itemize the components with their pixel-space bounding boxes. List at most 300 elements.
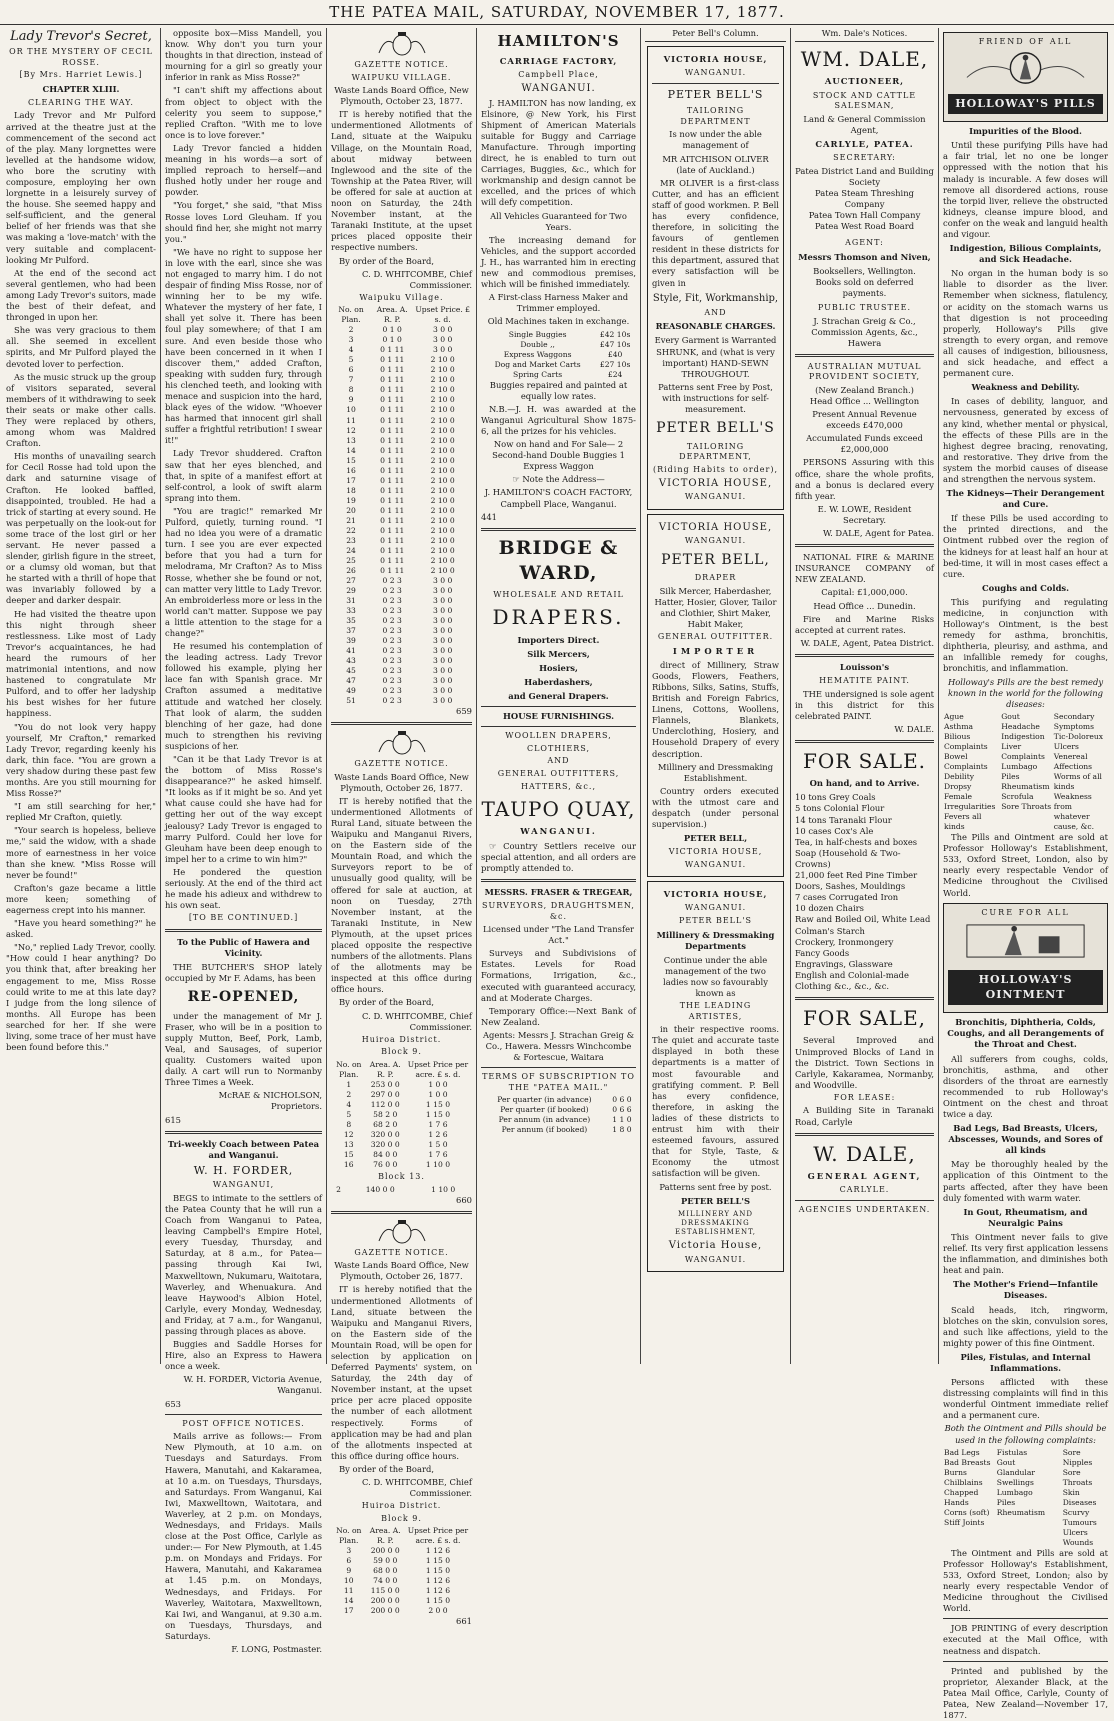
dale-niven: Messrs Thomson and Niven, <box>798 251 931 262</box>
amp-text: PERSONS Assuring with this office, share the whole profits, and a bonus is declared every fifth year. <box>795 457 934 501</box>
nf-text: Fire and Marine Risks accepted at current rates. <box>795 613 934 635</box>
final-agencies: AGENCIES UNDERTAKEN. <box>798 1204 931 1214</box>
table-cell: Double ,, <box>520 339 555 349</box>
table-cell: 4 <box>348 345 354 355</box>
table-cell: 1 <box>346 1079 352 1089</box>
table-cell: 2 10 0 <box>430 355 455 365</box>
table-cell: 140 0 0 <box>365 1184 395 1194</box>
victoria-house-tailoring-ad <box>647 46 784 510</box>
table-row <box>331 486 472 496</box>
serial-paragraph: "You do not look very happy yourself, Mr Crafton," remarked Lady Trevor, regarding keenly his dark, thin face. "You are grown a very shadow during these past few months. Are you still mourning for Miss Rosse?" <box>6 721 156 799</box>
gazette-3-table <box>331 1526 472 1616</box>
table-row <box>331 426 472 436</box>
price-row <box>481 330 636 340</box>
hamilton-award: N.B.—J. H. was awarded at the Wanganui Agricultural Show 1875-6, all the prizes for his vehicles. <box>481 403 636 436</box>
remedy-table <box>943 712 1108 832</box>
price-row <box>481 360 636 370</box>
sale-subtitle: On hand, and to Arrive. <box>809 778 920 789</box>
sale-2-title: FOR SALE, <box>802 1006 927 1031</box>
table-cell: 0 6 6 <box>612 1105 632 1115</box>
gazette-1-order: By order of the Board, <box>339 255 434 266</box>
victoria-house-draper-ad <box>647 514 784 877</box>
table-cell: 21 <box>346 515 356 525</box>
imprint: Printed and published by the proprietor, Alexander Black, at the Patea Mail Office, Carlyle, County of Patea, New Zealand—November 17, 1877. <box>943 1665 1108 1721</box>
table-header-cell: Upset Price per acre. £ s. d. <box>407 1526 469 1546</box>
table-row <box>331 1546 472 1556</box>
bridge-ward-subtitle: WHOLESALE AND RETAIL <box>493 589 624 599</box>
sale-item: Crockery, Ironmongery <box>795 936 894 947</box>
vh2-title: VICTORIA HOUSE, <box>658 521 773 533</box>
table-cell: 0 1 11 <box>380 485 405 495</box>
sale-2-text: Several Improved and Unimproved Blocks of Land in the District. Town Sections in Carlyle, Kakaramea, Normanby, and Woodville. <box>795 1035 934 1090</box>
terms-row <box>481 1105 636 1115</box>
table-cell: 84 0 0 <box>373 1149 398 1159</box>
bridge-ward-line-1: Importers Direct. <box>517 634 600 645</box>
table-row <box>331 1576 472 1586</box>
kidneys-text: If these Pills be used according to the printed directions, and the Ointment rubbed over the region of the kidneys for at least half an hour at bed-time, it will in most cases effect a cure. <box>943 513 1108 579</box>
peter-bell-header: Peter Bell's Column. <box>645 28 786 42</box>
serial-paragraph: Lady Trevor fancied a hidden meaning in his words—a sort of implied reproach to herself—and flushed hotly under her rouge and powder. <box>165 142 322 198</box>
list-item: Headache <box>1001 721 1040 731</box>
bridge-ward-quay: TAUPO QUAY, <box>481 797 636 822</box>
wm-dale-header: Wm. Dale's Notices. <box>795 28 934 42</box>
table-row <box>331 405 472 415</box>
table-cell: 5 <box>346 1109 352 1119</box>
table-cell: 0 2 3 <box>382 635 402 645</box>
coach-text-2: Buggies and Saddle Horses for Hire, also an Express to Hawera once a week. <box>165 1339 322 1372</box>
table-row <box>331 1130 472 1140</box>
louisson-title: Louisson's <box>839 661 890 672</box>
table-header-row <box>331 1526 472 1546</box>
table-cell: Per quarter (if booked) <box>500 1105 589 1115</box>
list-item: Sore Throats <box>1062 1467 1093 1487</box>
table-row <box>331 696 472 706</box>
vh2-town: WANGANUI. <box>684 536 747 546</box>
dale-society-2: Patea Steam Threshing Company <box>815 187 914 209</box>
price-row <box>481 370 636 380</box>
dale-society-1: Patea District Land and Building Society <box>795 165 934 187</box>
table-cell: 51 <box>346 695 356 705</box>
table-row <box>331 626 472 636</box>
table-row <box>331 526 472 536</box>
serial-paragraph: "You forget," she said, "that Miss Rosse loves Lord Gleuham. If you should find her, she might not marry you." <box>165 200 322 244</box>
vh1-dept-2: TAILORING DEPARTMENT, <box>679 441 752 462</box>
indigestion-text: No organ in the human body is so liable to disorder as the liver. Remember when sickness, flatulency, or acidity on the stomach warns us that digestion is not proceeding properly, Holloway's Pills give strength to every organ, and remove all causes of indigestion, biliousness, and sick headache, and effect a permanent cure. <box>943 268 1108 379</box>
table-cell: 20 <box>346 505 356 515</box>
table-header-row <box>331 305 472 325</box>
table-cell: 0 2 3 <box>382 665 402 675</box>
table-cell: 0 1 11 <box>380 465 405 475</box>
table-row <box>331 556 472 566</box>
column-gazette <box>326 28 476 1627</box>
table-cell: 17 <box>346 475 356 485</box>
table-cell: 2 10 0 <box>430 365 455 375</box>
vh3-artistes: THE LEADING ARTISTES, <box>679 1001 752 1021</box>
serial-paragraph: He resumed his contemplation of the leading actress. Lady Trevor followed his example, plying her lace fan with Spanish grace. Mr Crafton assumed a meditative attitude and watched her closely. That look of alarm, the sudden blenching of her gaze, had done much to strengthen his reviving suspicions of her. <box>165 641 322 751</box>
hamilton-subtitle: CARRIAGE FACTORY, <box>499 55 618 66</box>
sale-item: 7 cases Corrugated Iron <box>795 892 899 903</box>
list-item: Asthma <box>944 721 974 731</box>
gazette-1-subtitle: WAIPUKU VILLAGE. <box>351 72 452 82</box>
gazette-3-office: Waste Lands Board Office, New Plymouth, October 26, 1877. <box>334 1260 469 1282</box>
table-cell: 3 <box>348 335 354 345</box>
ointment-badge: CURE FOR ALL <box>981 907 1070 917</box>
kidneys-heading: The Kidneys—Their Derangement and Cure. <box>946 488 1105 510</box>
table-row <box>331 325 472 335</box>
dale-agent: AGENT: <box>845 238 884 248</box>
coach-place: WANGANUI, <box>212 1180 275 1190</box>
to-be-continued: [TO BE CONTINUED.] <box>188 913 299 923</box>
table-cell: 0 1 11 <box>380 555 405 565</box>
dale-books: Books sold on deferred payments. <box>815 276 914 298</box>
table-cell: 74 0 0 <box>373 1576 398 1586</box>
table-cell: 76 0 0 <box>373 1160 398 1169</box>
impurities-text: Until these purifying Pills have had a fair trial, let no one be longer oppressed with the notion that his malady is incurable. A few doses will remove all disordered actions, rouse the torpid liver, relieve the obstructed kidneys, cleanse impure blood, and confer on the weak and languid health and vigour. <box>943 140 1108 239</box>
terms-table <box>481 1095 636 1135</box>
table-row <box>331 1160 472 1170</box>
dale-stock: STOCK AND CATTLE SALESMAN, <box>812 90 917 111</box>
table-cell: 0 1 11 <box>380 455 405 465</box>
amp-title: AUSTRALIAN MUTUAL PROVIDENT SOCIETY, <box>807 361 922 382</box>
table-cell: £27 10s <box>599 359 631 369</box>
table-cell: 6 <box>346 1556 352 1566</box>
table-cell: 26 <box>346 565 356 575</box>
hamilton-text: J. HAMILTON has now landing, ex Elsinore, @ New York, his First Shipment of American Materials suitable for Buggy and Carriage Manufacture. Through importing direct, he is enabled to turn out Carriages, Buggies, &c., which for workmanship and design cannot be excelled, and the prices of which will defy competition. <box>481 97 636 208</box>
terms-row <box>481 1095 636 1105</box>
table-cell: 320 0 0 <box>370 1139 400 1149</box>
table-cell: 1 15 0 <box>425 1109 451 1119</box>
table-cell: 27 <box>346 575 356 585</box>
table-cell: 2 10 0 <box>430 555 455 565</box>
sale-item: 10 cases Cox's Ale <box>795 825 874 836</box>
table-cell: 2 10 0 <box>430 425 455 435</box>
reopened-banner: RE-OPENED, <box>187 989 300 1006</box>
list-item: Weakness from whatever cause, &c. <box>1053 791 1095 832</box>
table-cell: 0 1 11 <box>380 505 405 515</box>
table-cell: 68 0 0 <box>373 1566 398 1576</box>
holloway-ointment-banner <box>943 903 1108 1014</box>
table-cell: 0 2 3 <box>382 655 402 665</box>
list-item: Ulcers <box>1062 1527 1088 1537</box>
sale-list <box>795 792 934 992</box>
serial-paragraph: His months of unavailing search for Cecil Rosse had told upon the dark and saturnine visage of Crafton. He looked baffled, disappointed, troubled. He had a trick of starting at every sound. He was perpetually on the look-out for some trace of the lost girl or her servant. He never passed a slender, girlish figure in the street, or a clumsy old woman, but that he started with a thrill of hope that was invariably followed by a deeper and darker despair. <box>6 451 156 606</box>
remedy-note: Holloway's Pills are the best remedy known in the world for the following diseases: <box>947 676 1104 709</box>
table-cell: 0 1 11 <box>380 515 405 525</box>
vh3-text-2: in their respective rooms. The quiet and accurate taste displayed in both these departments is a matter of most favourable and gratifying comment. P. Bell has every confidence, therefore, in asking the ladies of these districts to entrust him with their esteemed favours, assured that for Style, Taste, & Economy the utmost satisfaction will be given. <box>652 1024 779 1179</box>
dale-trustee: PUBLIC TRUSTEE. <box>817 302 912 312</box>
table-cell: 0 1 11 <box>380 395 405 405</box>
sale-item: Fancy Goods <box>795 947 850 958</box>
table-cell: 2 0 0 <box>428 1606 448 1616</box>
bridge-ward-line-2: Silk Mercers, <box>527 648 590 659</box>
table-cell: 2 10 0 <box>430 505 455 515</box>
table-cell: 0 1 11 <box>380 345 405 355</box>
gazette-2-block: Block 9. <box>381 1047 422 1057</box>
table-header-row <box>331 1060 472 1080</box>
dale-greig: J. Strachan Greig & Co., Commission Agents, &c., Hawera <box>811 315 918 348</box>
list-item: Ague <box>944 711 964 721</box>
table-cell: 3 0 0 <box>433 675 453 685</box>
table-cell: 0 6 0 <box>612 1095 632 1105</box>
vh1-manager: MR AITCHISON OLIVER (late of Auckland.) <box>662 153 769 175</box>
hamilton-ad-number: 441 <box>481 511 497 522</box>
serial-paragraph: "Your search is hopeless, believe me," said the widow, with a shade more of earnestness in her voice than she knew. "Miss Rosse will never be found!" <box>6 825 156 880</box>
table-row <box>943 712 1108 832</box>
hamilton-guarantee: All Vehicles Guaranteed for Two Years. <box>490 210 627 232</box>
gazette-3-title: GAZETTE NOTICE. <box>354 1247 449 1257</box>
table-row <box>331 536 472 546</box>
vh1-patterns: Patterns sent Free by Post, with instructions for self-measurement. <box>658 381 773 415</box>
table-cell: 2 <box>346 1089 352 1099</box>
list-item: Bilious Complaints <box>944 731 988 751</box>
column-peter-bell <box>640 28 790 1364</box>
both-table <box>943 1448 1108 1548</box>
gazette-1-text: IT is hereby notified that the undermentioned Allotments of Land, situate at the Waipuku Village, on the Mountain Road, about midway between Inglewood and the site of the Township at the Patea River, will be offered for sale at auction at noon on Saturday, the 24th November instant, at the Taranaki Institute, at the upset prices placed opposite their respective numbers. <box>331 109 472 253</box>
serial-paragraph: "You are tragic!" remarked Mr Pulford, quietly, turning round. "I had no idea you were of a dramatic turn. I see you are ever expected before that you had a turn for melodrama, Mr Crafton? As to Miss Rosse, whether she be found or not, can matter very little to Lady Trevor. An embroiderless more or less in the world can't matter. Suppose we pay a little attention to the stage for a change?" <box>165 505 322 638</box>
list-item: Scurvy <box>1062 1507 1090 1517</box>
table-row <box>331 1586 472 1596</box>
louisson-signature: W. DALE. <box>894 723 934 734</box>
weakness-text: In cases of debility, languor, and nervousness, generated by excess of any kind, whether mental or physical, the effects of these Pills are in the highest degree bracing, renovating, and restorative. They drive from the system the morbid causes of disease and strengthen the nervous system. <box>943 396 1108 484</box>
butcher-ad-number: 615 <box>165 1114 181 1125</box>
pills-note: The Pills and Ointment are sold at Professor Holloway's Establishment, 533, Oxford Street, London, also by nearly every respectable Vendor of Medicine throughout the Civilised World. <box>943 832 1108 898</box>
table-cell: 24 <box>346 545 356 555</box>
table-row <box>331 1100 472 1110</box>
final-role: GENERAL AGENT, <box>807 1171 922 1182</box>
column-holloway <box>938 28 1112 1721</box>
column-hamilton-bridge-ward <box>476 28 640 1364</box>
amp-signature: E. W. LOWE, Resident Secretary. <box>817 503 912 525</box>
serial-paragraph: "Have you heard something?" he asked. <box>6 918 156 940</box>
table-cell: 0 1 11 <box>380 365 405 375</box>
table-cell: 3 0 0 <box>433 685 453 695</box>
table-cell: 23 <box>346 535 356 545</box>
table-cell <box>1053 712 1108 832</box>
table-cell: 3 0 0 <box>433 635 453 645</box>
table-cell: 2 <box>336 1184 341 1194</box>
gazette-2-table-2 <box>331 1185 472 1195</box>
serial-paragraph: He pondered the question seriously. At the end of the third act he made his adieux and withdrew to his own seat. <box>165 866 322 911</box>
list-item: Piles <box>996 1497 1016 1507</box>
table-row <box>331 1140 472 1150</box>
amp-office: Head Office ... Wellington <box>809 396 920 406</box>
fraser-subtitle: SURVEYORS, DRAUGHTSMEN, &c. <box>482 900 635 921</box>
table-cell: 9 <box>348 395 354 405</box>
hamilton-title: HAMILTON'S <box>497 32 620 50</box>
table-cell: 0 2 3 <box>382 645 402 655</box>
coughs-text: This purifying and regulating medicine, in conjunction with Holloway's Ointment, is the best remedy for asthma, bronchitis, diphtheria, pleurisy, and asthma, and an infallible remedy for coughs, bronchitis, and inflammation. <box>943 596 1108 674</box>
list-item: Chapped Hands <box>944 1487 979 1507</box>
table-row <box>331 1596 472 1606</box>
table-cell: 2 10 0 <box>430 455 455 465</box>
column-serial <box>2 28 160 1364</box>
gazette-2-ad-number: 660 <box>456 1194 472 1205</box>
table-cell: Express Waggons <box>503 349 572 359</box>
table-cell: 10 <box>343 1576 354 1586</box>
table-cell: 43 <box>346 655 356 665</box>
gazette-2-text: IT is hereby notified that the undermentioned Allotments of Rural Land, situate between the Waipuku and Manganui Rivers, on the Eastern side of the Mountain Road, and which the Surveyors report to be of unusually good quality, will be offered for sale at auction, at noon on Tuesday, 27th November instant, at the Taranaki Institute, in New Plymouth, at the upset prices placed opposite the respective numbers of the allotments. Plans of the allotments may be inspected at this office during office hours. <box>331 795 472 995</box>
table-row <box>331 385 472 395</box>
table-cell: 0 2 3 <box>382 575 402 585</box>
bridge-ward-drapers: DRAPERS. <box>492 605 625 630</box>
table-cell: 0 1 11 <box>380 415 405 425</box>
table-cell: 1 5 0 <box>428 1139 448 1149</box>
table-cell: 8 <box>348 385 354 395</box>
royal-crest-icon <box>375 1219 429 1245</box>
table-cell: 1 1 0 <box>612 1115 632 1125</box>
list-item: Wounds <box>1062 1537 1094 1547</box>
dale-society-4: Patea West Road Board <box>814 220 915 231</box>
table-header-cell: No. on Plan. <box>336 1059 362 1079</box>
table-cell: 2 10 0 <box>430 395 455 405</box>
list-item: Lumbago <box>996 1487 1033 1497</box>
table-cell: 3 0 0 <box>433 665 453 675</box>
hamilton-price-list <box>481 330 636 380</box>
vh1-text-3: Every Garment is Warranted SHRUNK, and (what is very important) HAND-SEWN THROUGHOUT. <box>654 335 777 379</box>
serial-paragraph: "I am still searching for her," replied Mr Crafton, quietly. <box>6 801 156 823</box>
table-cell: 15 <box>346 455 356 465</box>
list-item: Tic-Doloreux <box>1053 731 1104 741</box>
gazette-1-office: Waste Lands Board Office, New Plymouth, October 23, 1877. <box>334 85 469 107</box>
vh2-text-2: direct of Millinery, Straw Goods, Flowers, Feathers, Ribbons, Silks, Satins, Stuffs, British and Foreign Fabrics, Linens, Cottons, Woollens, Flannels, Blankets, Underclothing, Hosiery, and Household Drapery of every description. <box>652 659 779 759</box>
table-cell: £47 10s <box>599 339 631 349</box>
table-cell: 25 <box>346 555 356 565</box>
table-row <box>331 1110 472 1120</box>
vh1-text-2: MR OLIVER is a first-class Cutter, and has an efficient staff of good workmen. P. Bell has every confidence, therefore, in soliciting the favours of gentlemen resident in these districts for this department, assured that every satisfaction will be given in <box>652 177 779 288</box>
table-cell: 1 0 0 <box>428 1079 448 1089</box>
table-cell: 1 10 0 <box>425 1160 451 1169</box>
vh3-patterns: Patterns sent free by post. <box>659 1181 772 1192</box>
holloway-pills-banner <box>943 32 1108 122</box>
list-item: Rheumatism <box>1001 781 1050 791</box>
serial-paragraph: As the music struck up the group of visitors separated, several members of it withdrawing to seek their seats or make other calls. They were replaced by others, among whom was Maldred Crafton. <box>6 371 156 449</box>
list-item: Chilblains <box>944 1477 983 1487</box>
table-cell: 2 10 0 <box>430 525 455 535</box>
table-row <box>331 466 472 476</box>
table-cell: 12 <box>343 1129 354 1139</box>
table-cell: 14 <box>346 445 356 455</box>
table-cell: 18 <box>346 485 356 495</box>
amp-agent: W. DALE, Agent for Patea. <box>822 528 934 539</box>
list-item: Gout <box>1001 711 1020 721</box>
table-row <box>331 636 472 646</box>
lease-text: A Building Site in Taranaki Road, Carlyle <box>795 1105 934 1127</box>
list-item: Dropsy <box>944 781 972 791</box>
bridge-ward-line-9: GENERAL OUTFITTERS, <box>497 769 620 778</box>
table-row <box>331 395 472 405</box>
table-cell: 2 <box>348 325 354 335</box>
table-cell: 1 12 6 <box>425 1576 451 1586</box>
table-row <box>331 1150 472 1160</box>
table-cell: 3 0 0 <box>433 575 453 585</box>
table-row <box>331 496 472 506</box>
table-cell: 0 1 11 <box>380 425 405 435</box>
gout-heading: In Gout, Rheumatism, and Neuralgic Pains <box>963 1206 1088 1228</box>
coach-heading: Tri-weekly Coach between Patea and Wanganui. <box>167 1138 320 1160</box>
royal-crest-icon <box>375 31 429 57</box>
dale-land: Land & General Commission Agent, <box>803 113 926 135</box>
list-item: Stiff Joints <box>944 1517 985 1527</box>
vh3-title: VICTORIA HOUSE, <box>663 889 768 900</box>
table-cell: 4 <box>346 1099 352 1109</box>
hamilton-address-note: ☞ Note the Address— <box>512 474 605 485</box>
dale-niven-2: Booksellers, Wellington. <box>813 265 916 276</box>
fraser-office: Temporary Office:—Next Bank of New Zealand. <box>481 1005 636 1027</box>
list-item: Ulcers <box>1053 741 1079 751</box>
weakness-heading: Weakness and Debility. <box>971 382 1080 393</box>
table-cell: 22 <box>346 525 356 535</box>
sale-item: Tea, in half-chests and boxes <box>795 836 918 847</box>
table-cell: 1 7 6 <box>428 1119 448 1129</box>
table-cell: 2 10 0 <box>430 495 455 505</box>
table-cell: 112 0 0 <box>370 1099 400 1109</box>
column-wm-dale <box>790 28 938 1364</box>
vh2-importer: IMPORTER <box>672 645 759 656</box>
vh2-role: DRAPER <box>694 573 737 583</box>
vh1-and: AND <box>704 307 727 317</box>
list-item: Sore Throats <box>1001 801 1052 811</box>
serial-paragraph: "We have no right to suppose her in love with the earl, since she was not engaged to marry him. I do not despair of finding Miss Rosse, nor of winning her to be my wife. Whatever the mystery of her fate, I shall yet solve it. There has been foul play somewhere; of that I am sure. And even beside those who have been concerned in it when I discover them," added Crafton, speaking with sudden fury, through his clenched teeth, and looking with menace and suspicion into the hard, black eyes of the widow. "Whoever has harmed that innocent girl shall suffer a frightful retribution! I swear it!" <box>165 246 322 446</box>
sale-item: 14 tons Taranaki Flour <box>795 814 892 825</box>
vh1-name: PETER BELL'S <box>667 87 764 101</box>
table-row <box>331 616 472 626</box>
table-cell: 19 <box>346 495 356 505</box>
list-item: Tumours <box>1062 1517 1097 1527</box>
table-row <box>331 375 472 385</box>
table-cell: 2 10 0 <box>430 545 455 555</box>
table-row <box>331 676 472 686</box>
list-item: Bad Breasts <box>944 1457 991 1467</box>
fraser-licence: Licensed under "The Land Transfer Act." <box>482 924 635 946</box>
list-item: Rheumatism <box>996 1507 1046 1517</box>
table-cell: 2 10 0 <box>430 535 455 545</box>
vh1-riding: (Riding Habits to order), <box>652 464 779 474</box>
gazette-3-signature: C. D. WHITCOMBE, Chief Commissioner. <box>362 1477 472 1499</box>
gazette-1-table <box>331 305 472 706</box>
sale-item: 10 tons Grey Coals <box>795 792 876 803</box>
sale-item: 5 tons Colonial Flour <box>795 803 885 814</box>
table-row <box>331 1566 472 1576</box>
butcher-text-2: under the management of Mr J. Fraser, who will be in a position to supply Mutton, Beef, Pork, Lamb, Veal, and Sausages, of superior quality. Customers waited upon daily. A cart will run to Normanby Three Times a Week. <box>165 1010 322 1088</box>
table-cell: 45 <box>346 665 356 675</box>
legs-text: May be thoroughly healed by the application of this Ointment to the parts affected, after they have been duly fomented with warm water. <box>943 1159 1108 1203</box>
piles-text: Persons afflicted with these distressing complaints will find in this wonderful Ointment immediate relief and a permanent cure. <box>943 1377 1108 1421</box>
gazette-2-signature: C. D. WHITCOMBE, Chief Commissioner. <box>362 1010 472 1032</box>
table-cell: 1 0 0 <box>428 1089 448 1099</box>
final-town: CARLYLE. <box>839 1185 890 1195</box>
table-header-cell: No. on Plan. <box>338 305 364 325</box>
vh3-town-2: WANGANUI. <box>684 1254 747 1264</box>
butcher-text: THE BUTCHER'S SHOP lately occupied by Mr F. Adams, has been <box>165 962 322 984</box>
list-item: Liver Complaints <box>1001 741 1045 761</box>
ointment-banner-text: HOLLOWAY'S OINTMENT <box>948 970 1103 1005</box>
pills-banner-text: HOLLOWAY'S PILLS <box>948 94 1103 115</box>
table-cell: 0 1 11 <box>380 375 405 385</box>
table-cell: 15 <box>343 1149 354 1159</box>
table-cell: 14 <box>343 1596 354 1606</box>
bridge-ward-furnishings: HOUSE FURNISHINGS. <box>503 711 614 722</box>
vh2-outfitter: GENERAL OUTFITTER. <box>657 632 774 642</box>
table-cell <box>996 1448 1062 1548</box>
price-row <box>481 340 636 350</box>
table-cell: 39 <box>346 635 356 645</box>
table-cell: 1 7 6 <box>428 1149 448 1159</box>
table-row <box>331 446 472 456</box>
table-row <box>331 456 472 466</box>
table-cell: 0 2 3 <box>382 615 402 625</box>
sale-title: FOR SALE. <box>802 748 927 773</box>
table-cell: 58 2 0 <box>373 1109 398 1119</box>
